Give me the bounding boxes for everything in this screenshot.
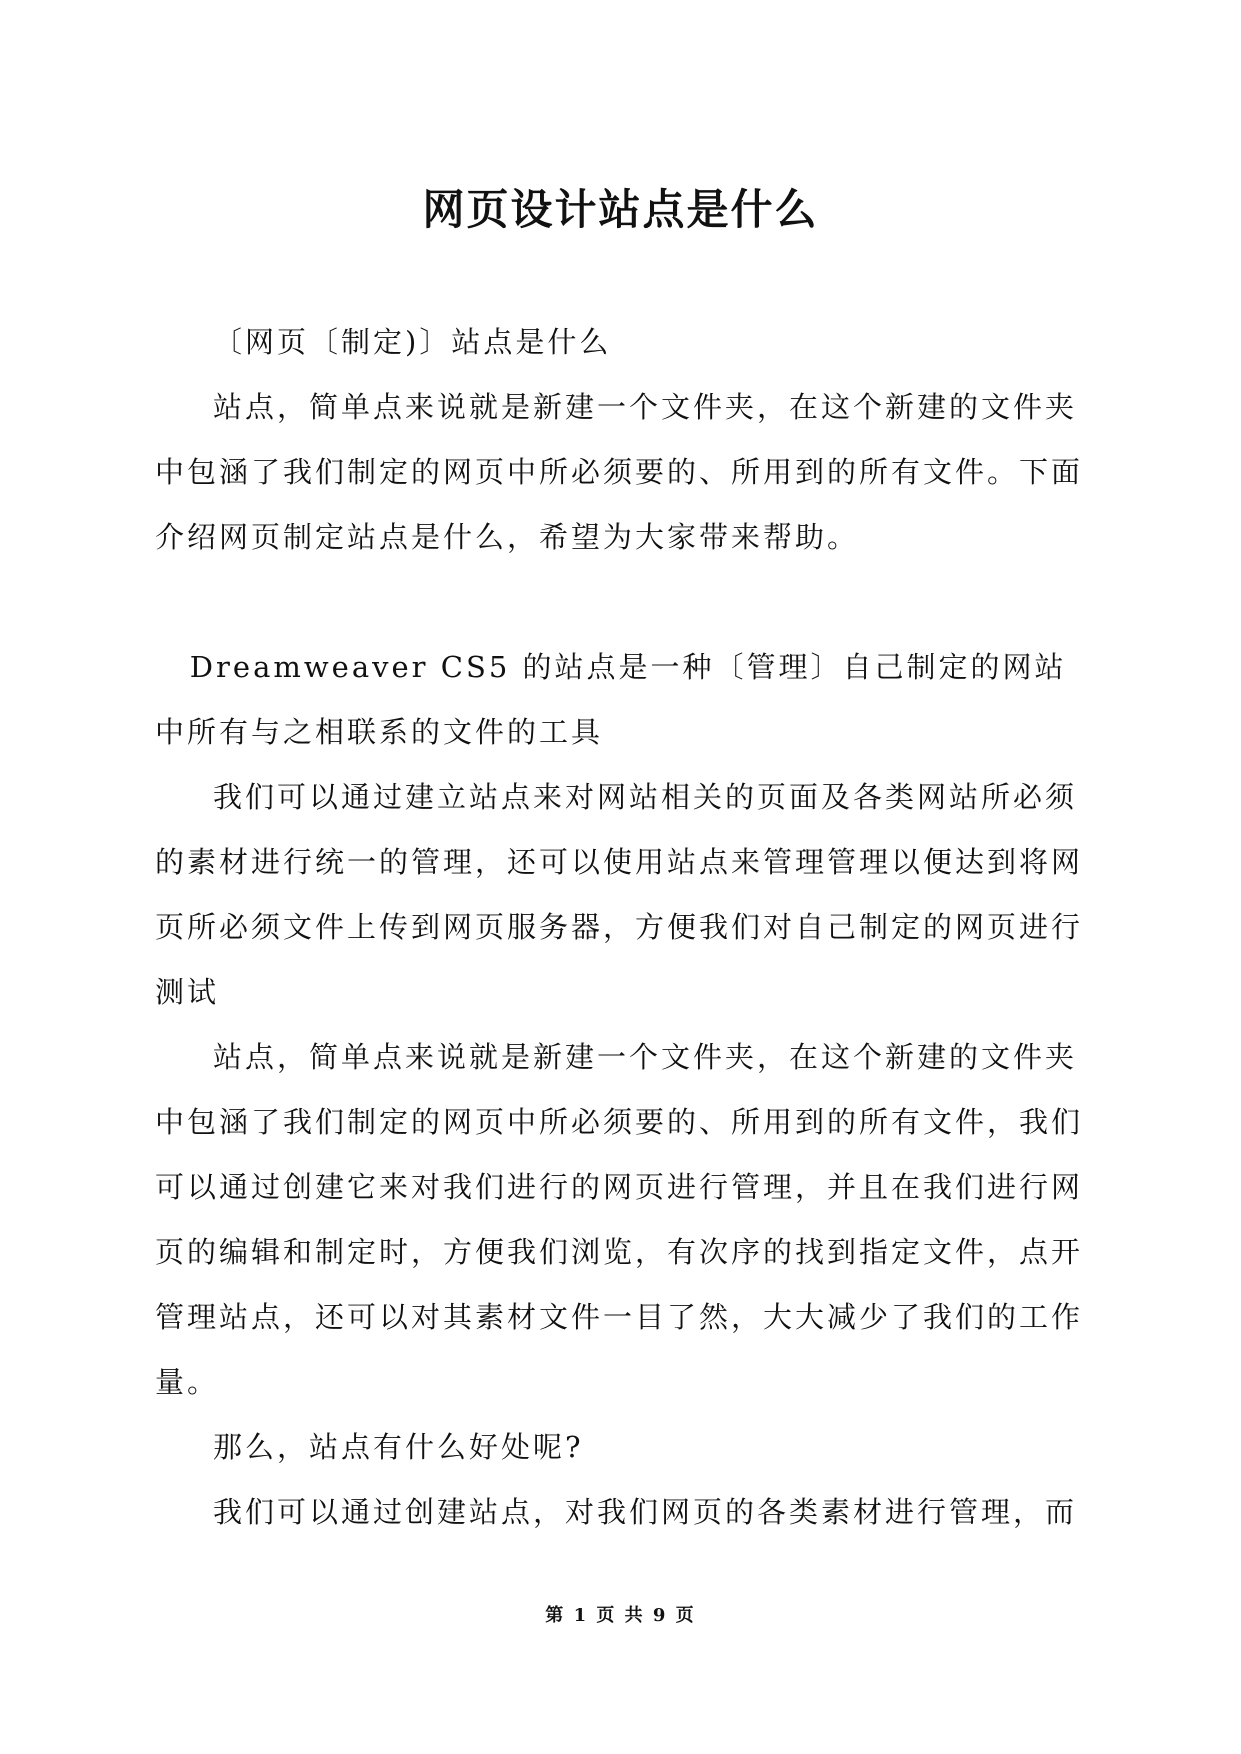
paragraph-spacer (155, 570, 1085, 635)
paragraph-intro: 站点，简单点来说就是新建一个文件夹，在这个新建的文件夹中包涵了我们制定的网页中所必须要的、所用到的所有文件。下面介绍网页制定站点是什么，希望为大家带来帮助。 (155, 390, 1084, 554)
document-body (155, 310, 1085, 1545)
paragraph-site-folder: 站点，简单点来说就是新建一个文件夹，在这个新建的文件夹中包涵了我们制定的网页中所必须要的、所用到的所有文件，我们可以通过创建它来对我们进行的网页进行管理，并且在我们进行网页的编辑和制定时，方便我们浏览，有次序的找到指定文件，点开管理站点，还可以对其素材文件一目了然，大大减少了我们的工作量。 (155, 1040, 1084, 1399)
page-footer: 第 1 页 共 9 页 (545, 1605, 696, 1626)
paragraph-manage-site: 我们可以通过建立站点来对网站相关的页面及各类网站所必须的素材进行统一的管理，还可以使用站点来管理管理以便达到将网页所必须文件上传到网页服务器，方便我们对自己制定的网页进行测试 (155, 780, 1084, 1009)
paragraph-dreamweaver: Dreamweaver CS5 的站点是一种〔管理〕自己制定的网站中所有与之相联系的文件的工具 (155, 650, 1067, 749)
document-title: 网页设计站点是什么 (422, 185, 819, 234)
paragraph-question: 那么，站点有什么好处呢? (213, 1430, 584, 1464)
paragraph-benefits: 我们可以通过创建站点，对我们网页的各类素材进行管理，而 (213, 1495, 1078, 1529)
paragraph-subtitle: 〔网页〔制定)〕站点是什么 (213, 325, 612, 359)
